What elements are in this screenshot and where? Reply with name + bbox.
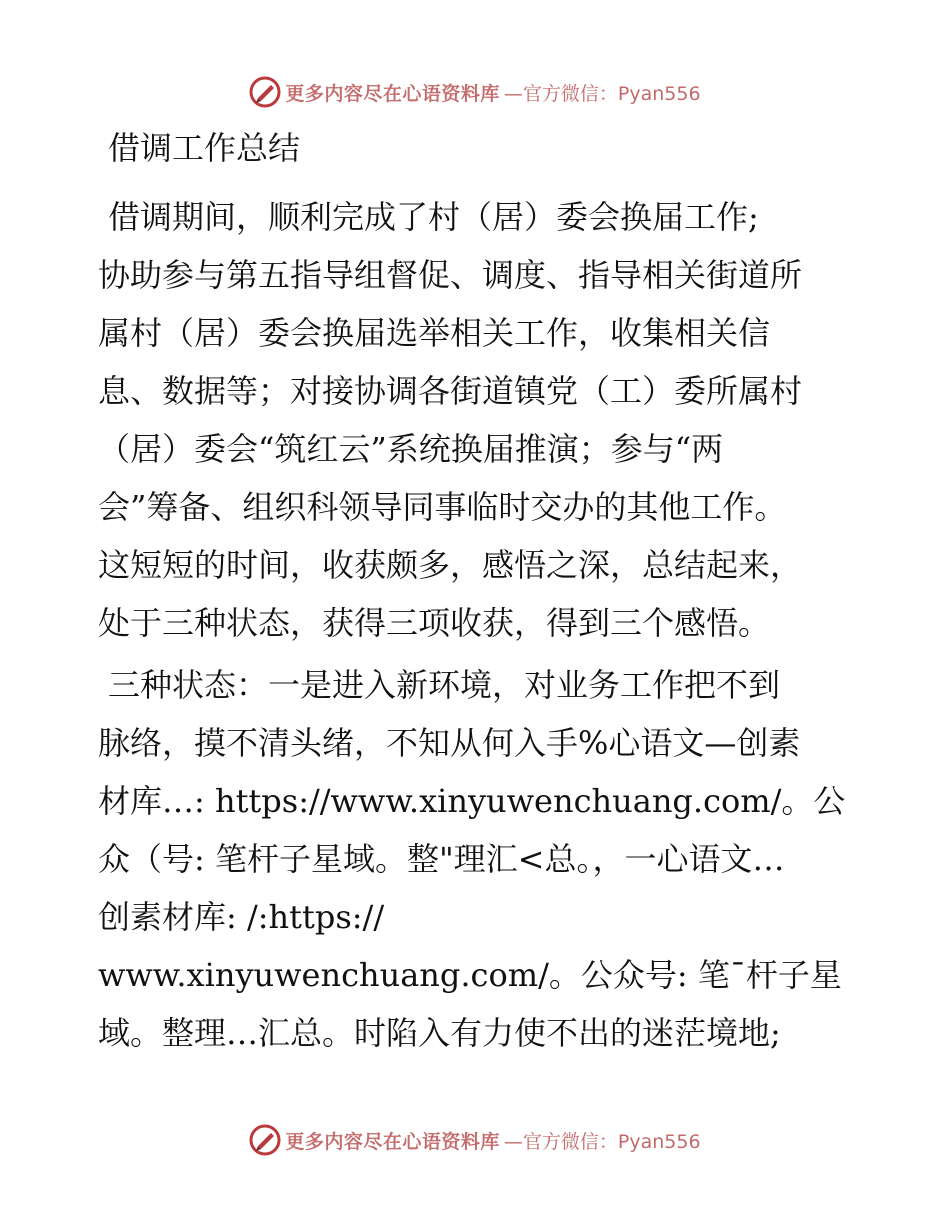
text-line: www.xinyuwenchuang.com/。公众号: 笔¯杆子星 (98, 956, 842, 994)
header-site-text: 更多内容尽在心语资料库 (285, 82, 500, 105)
text-line: 众（号: 笔杆子星域。整"理汇<总。，一心语文… (98, 840, 785, 878)
text-line: 这短短的时间，收获颇多，感悟之深，总结起来， (98, 546, 803, 584)
text-line: 域。整理…汇总。时陷入有力使不出的迷茫境地; (98, 1014, 781, 1052)
quill-logo-icon (249, 1124, 281, 1156)
text-line: 脉络，摸不清头绪，不知从何入手%心语文—创素 (98, 724, 801, 762)
header-watermark-banner (0, 72, 950, 112)
text-line: 息、数据等；对接协调各街道镇党（工）委所属村 (98, 372, 803, 410)
header-contact-text: —官方微信：Pyan556 (503, 82, 701, 105)
document-title: 借调工作总结 (108, 129, 301, 167)
text-line: 三种状态：一是进入新环境，对业务工作把不到 (108, 666, 781, 704)
footer-site-text: 更多内容尽在心语资料库 (285, 1130, 500, 1153)
document-body (98, 120, 858, 1066)
paragraph-2 (98, 656, 858, 1062)
text-line: 会”筹备、组织科领导同事临时交办的其他工作。 (98, 488, 787, 526)
footer-contact-text: —官方微信：Pyan556 (503, 1130, 701, 1153)
text-line: 借调期间，顺利完成了村（居）委会换届工作; (108, 198, 759, 236)
text-line: 处于三种状态，获得三项收获，得到三个感悟。 (98, 604, 771, 642)
text-line: 创素材库: /:https:// (98, 898, 385, 936)
quill-logo-icon (249, 76, 281, 108)
paragraph-1 (98, 188, 858, 652)
text-line: （居）委会“筑红云”系统换届推演；参与“两 (98, 430, 724, 468)
text-line: 材库…: https://www.xinyuwenchuang.com/。公 (98, 782, 846, 820)
text-line: 属村（居）委会换届选举相关工作，收集相关信 (98, 314, 771, 352)
footer-watermark-banner (0, 1120, 950, 1160)
text-line: 协助参与第五指导组督促、调度、指导相关街道所 (98, 256, 803, 294)
